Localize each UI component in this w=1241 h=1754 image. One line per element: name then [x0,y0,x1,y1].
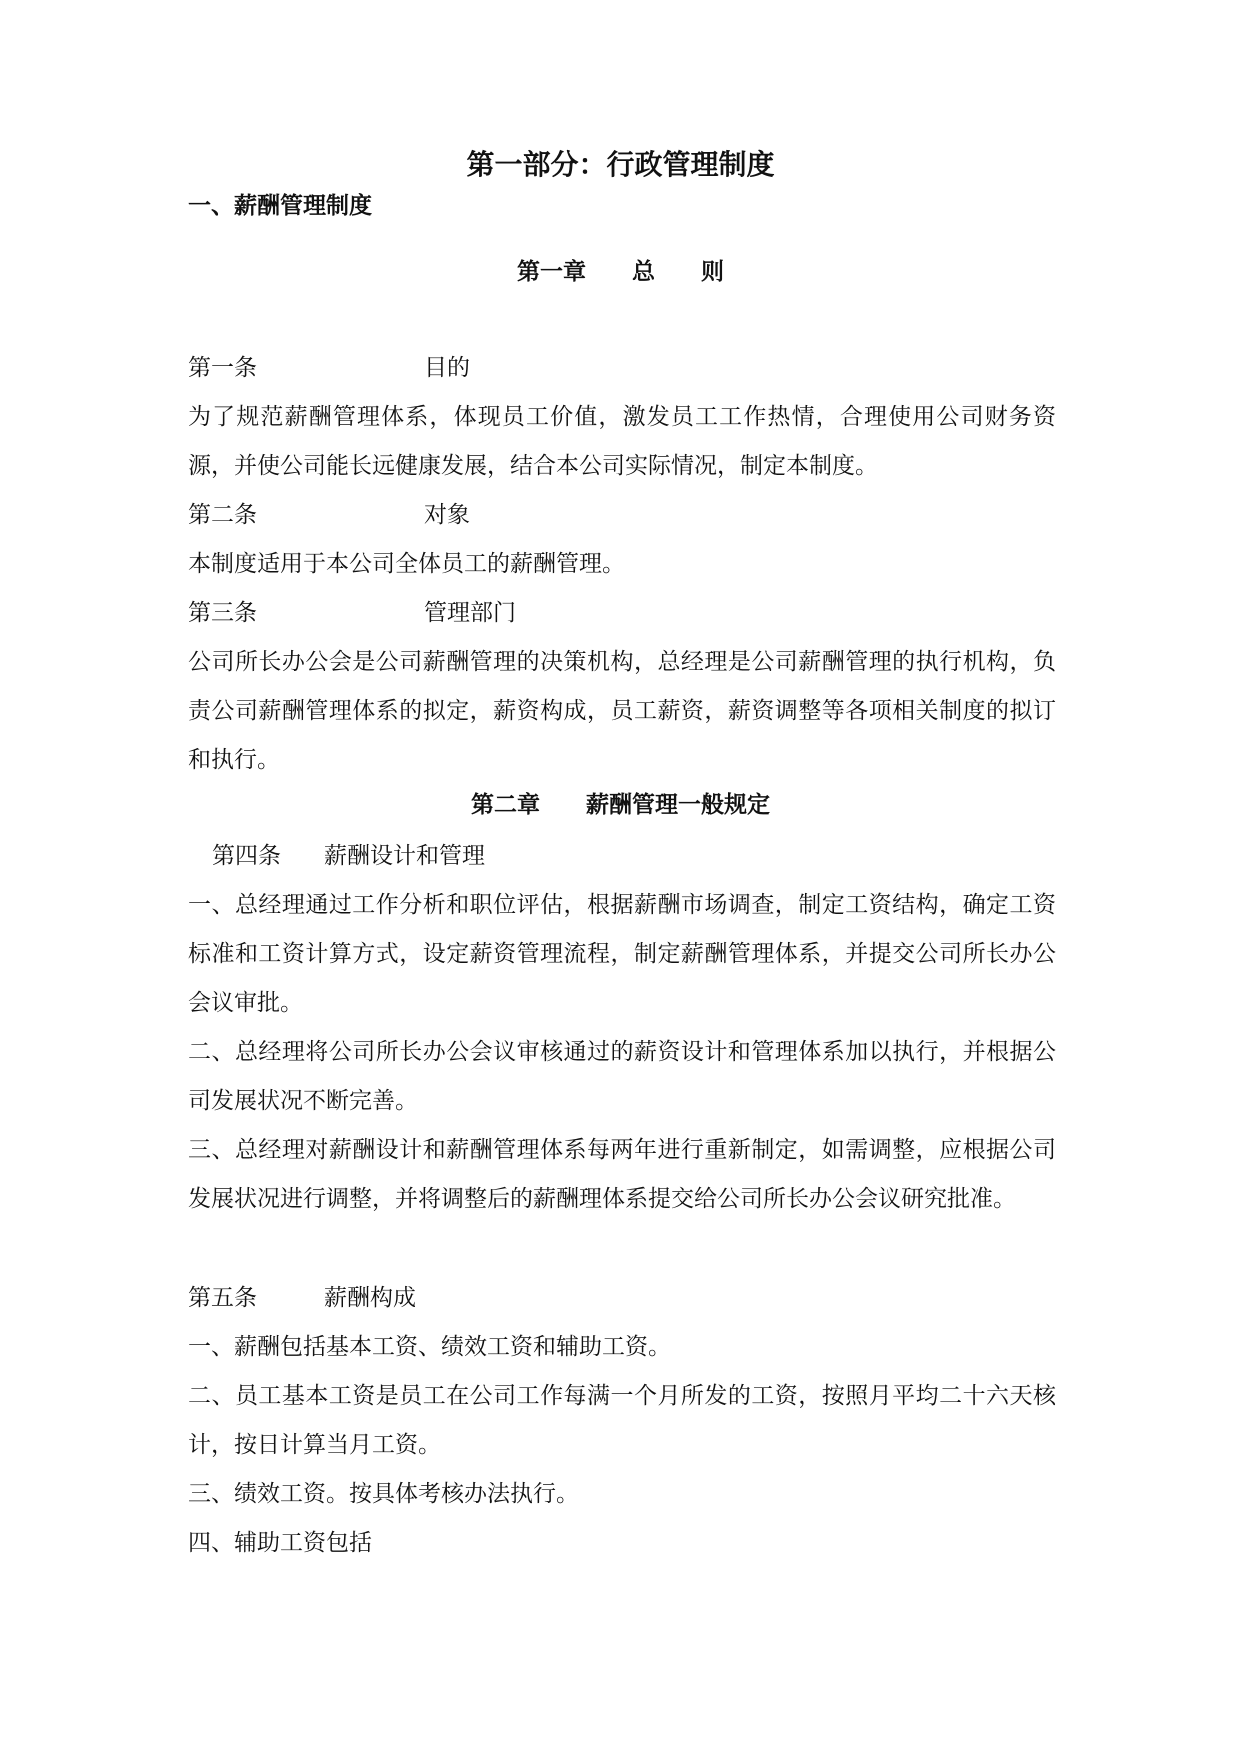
chapter2-title: 第二章 薪酬管理一般规定 [471,791,770,818]
article5-item-1: 一、薪酬包括基本工资、绩效工资和辅助工资。 [188,1334,671,1360]
article2-text: 本制度适用于本公司全体员工的薪酬管理。 [188,551,625,577]
article1-label: 第一条 [188,355,257,381]
article5-item-4: 四、辅助工资包括 [188,1530,372,1556]
chapter1-title: 第一章 总 则 [517,258,724,285]
article5-item-3: 三、绩效工资。按具体考核办法执行。 [188,1481,579,1507]
article4-label: 第四条 [212,843,281,869]
article4-item-1: 一、总经理通过工作分析和职位评估，根据薪酬市场调查，制定工资结构，确定工资标准和工资计算方式，设定薪资管理流程，制定薪酬管理体系，并提交公司所长办公会议审批。 [188,892,1056,1016]
article4-item-2: 二、总经理将公司所长办公会议审核通过的薪资设计和管理体系加以执行，并根据公司发展状况不断完善。 [188,1039,1056,1114]
article3-label: 第三条 [188,600,257,626]
article5-label: 第五条 [188,1285,257,1311]
article2-label: 第二条 [188,502,257,528]
article5-item-2: 二、员工基本工资是员工在公司工作每满一个月所发的工资，按照月平均二十六天核计，按日计算当月工资。 [188,1383,1056,1458]
article5-topic: 薪酬构成 [324,1285,416,1311]
section-title: 一、薪酬管理制度 [188,192,372,219]
article4-topic: 薪酬设计和管理 [324,843,485,869]
article4-item-3: 三、总经理对薪酬设计和薪酬管理体系每两年进行重新制定，如需调整，应根据公司发展状况进行调整，并将调整后的薪酬理体系提交给公司所长办公会议研究批准。 [188,1137,1056,1212]
article1-topic: 目的 [424,355,470,381]
article3-topic: 管理部门 [424,600,516,626]
article3-text: 公司所长办公会是公司薪酬管理的决策机构，总经理是公司薪酬管理的执行机构，负责公司薪酬管理体系的拟定，薪资构成，员工薪资，薪资调整等各项相关制度的拟订和执行。 [188,649,1056,773]
article1-text: 为了规范薪酬管理体系，体现员工价值，激发员工工作热情，合理使用公司财务资源，并使公司能长远健康发展，结合本公司实际情况，制定本制度。 [188,404,1056,479]
article2-topic: 对象 [424,502,470,528]
part-title: 第一部分：行政管理制度 [466,148,775,181]
